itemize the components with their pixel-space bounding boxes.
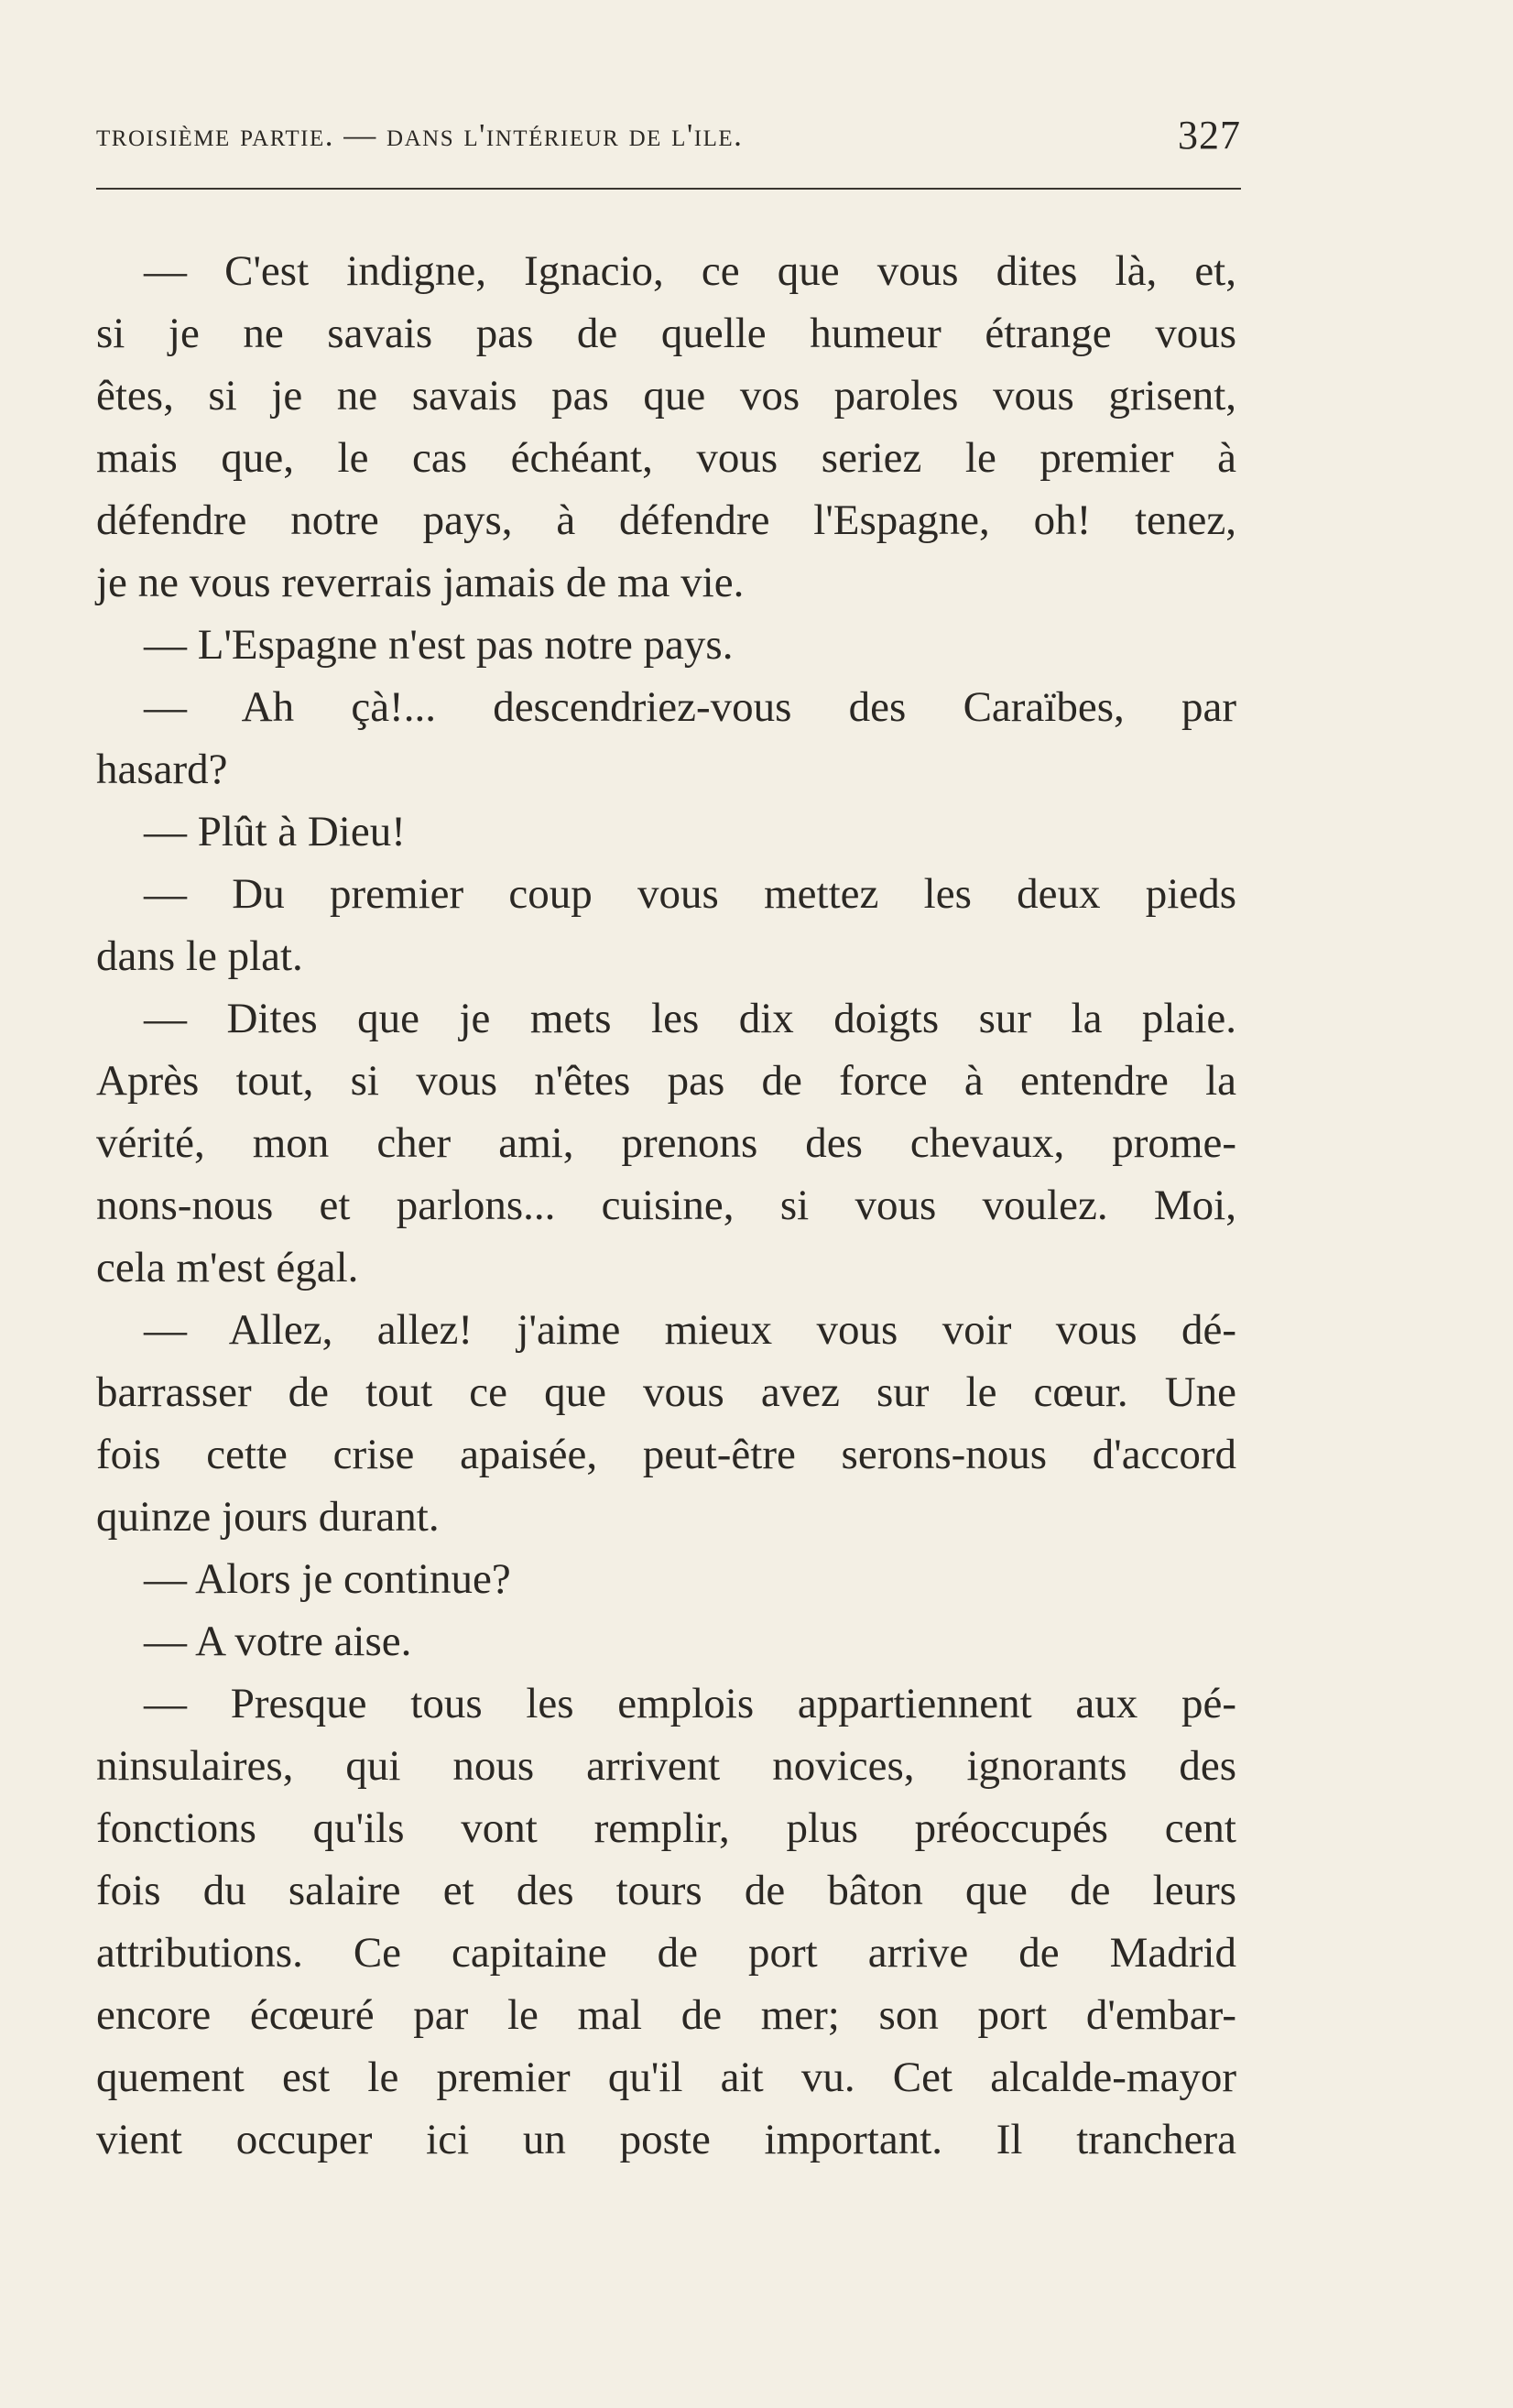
text-line: encore écœuré par le mal de mer; son port d'embar- [96,1991,1236,2039]
text-line: — Du premier coup vous mettez les deux pieds [144,870,1236,918]
text-line: je ne vous reverrais jamais de ma vie. [96,559,745,606]
page-header [96,108,1241,163]
text-line: ninsulaires, qui nous arrivent novices, ignorants des [96,1742,1236,1790]
header-rule [96,188,1241,190]
text-line: défendre notre pays, à défendre l'Espagne, oh! tenez, [96,496,1236,544]
text-line: — Alors je continue? [144,1555,511,1603]
text-line: vérité, mon cher ami, prenons des chevaux, prome- [96,1119,1236,1167]
text-line: Après tout, si vous n'êtes pas de force à entendre la [96,1057,1236,1105]
text-line: — Plût à Dieu! [144,808,406,855]
text-line: quinze jours durant. [96,1493,440,1541]
text-line: — Allez, allez! j'aime mieux vous voir vous dé- [144,1306,1236,1354]
text-line: fois du salaire et des tours de bâton que de leurs [96,1867,1236,1914]
text-line: êtes, si je ne savais pas que vos paroles vous grisent, [96,372,1236,419]
body-text [96,240,1236,2171]
text-line: — Dites que je mets les dix doigts sur la plaie. [144,995,1236,1042]
text-line: hasard? [96,746,228,793]
text-line: mais que, le cas échéant, vous seriez le premier à [96,434,1236,482]
text-line: barrasser de tout ce que vous avez sur le cœur. Une [96,1368,1236,1416]
text-line: cela m'est égal. [96,1244,359,1291]
page-number: 327 [1178,113,1241,158]
running-title: troisième partie. — dans l'intérieur de l'ile. [96,117,744,153]
text-line: — C'est indigne, Ignacio, ce que vous dites là, et, [144,247,1236,295]
text-line: — Ah çà!... descendriez-vous des Caraïbes, par [144,683,1236,731]
text-line: — Presque tous les emplois appartiennent aux pé- [144,1680,1236,1727]
text-line: quement est le premier qu'il ait vu. Cet alcalde-mayor [96,2054,1236,2101]
text-line: vient occuper ici un poste important. Il tranchera [96,2116,1236,2163]
text-line: — L'Espagne n'est pas notre pays. [144,621,734,669]
text-line: si je ne savais pas de quelle humeur étrange vous [96,310,1236,357]
text-line: fonctions qu'ils vont remplir, plus préoccupés cent [96,1804,1236,1852]
text-line: nons-nous et parlons... cuisine, si vous voulez. Moi, [96,1182,1236,1229]
text-line: fois cette crise apaisée, peut-être serons-nous d'accord [96,1431,1236,1478]
text-line: attributions. Ce capitaine de port arrive de Madrid [96,1929,1236,1977]
text-line: — A votre aise. [144,1618,412,1665]
text-line: dans le plat. [96,932,303,980]
